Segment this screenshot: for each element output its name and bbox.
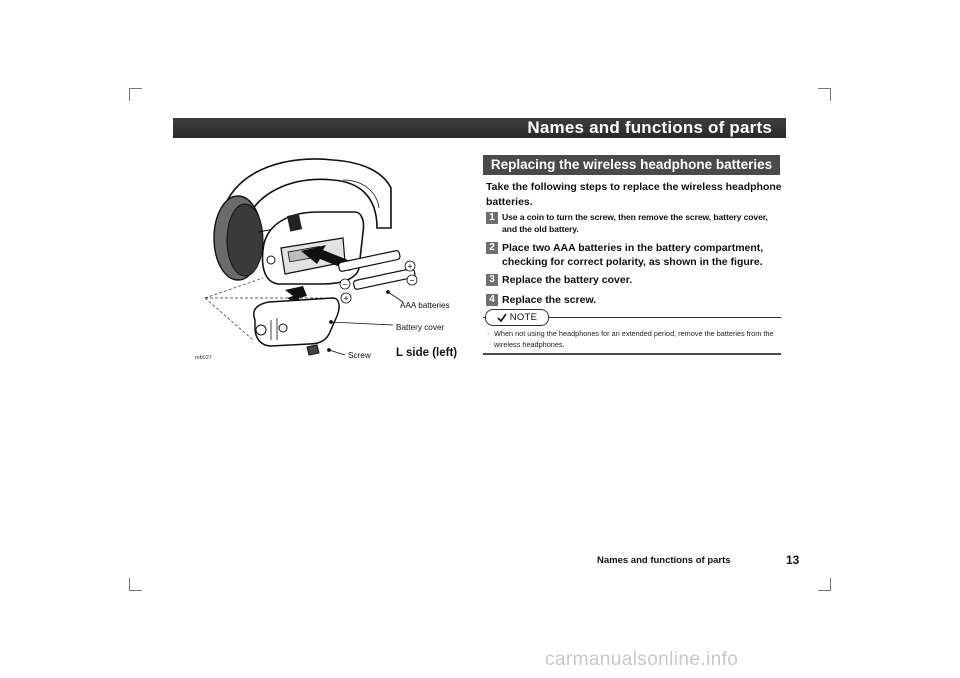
- step-number: 4: [486, 294, 498, 306]
- watermark: carmanualsonline.info: [545, 649, 739, 670]
- step-text: Replace the screw.: [502, 294, 597, 306]
- step-text: Replace the battery cover.: [502, 274, 633, 286]
- crop-mark-top-left: [129, 88, 142, 101]
- side-label: L side (left): [396, 347, 458, 359]
- page-header-bar: [173, 118, 786, 138]
- step-number: 2: [486, 242, 498, 254]
- label-screw: Screw: [348, 351, 371, 360]
- battery-replacement-illustration: [193, 150, 463, 365]
- crop-mark-top-right: [818, 88, 831, 101]
- crop-mark-bottom-left: [129, 578, 142, 591]
- page-title: Names and functions of parts: [527, 118, 772, 137]
- figure-code: mb027: [195, 355, 212, 361]
- note-body: When not using the headphones for an extended period, remove the batteries from the wireless headphones.: [494, 329, 774, 349]
- crop-mark-bottom-right: [818, 578, 831, 591]
- footer-section-label: Names and functions of parts: [597, 555, 731, 566]
- svg-text:−: −: [342, 279, 348, 290]
- svg-text:+: +: [407, 261, 413, 272]
- note-text: [487, 328, 777, 350]
- note-end-rule: [483, 353, 781, 355]
- step-number: 1: [486, 212, 498, 224]
- page-number: 13: [786, 553, 800, 567]
- section-title: Replacing the wireless headphone batteries: [483, 155, 780, 175]
- label-aaa-batteries: AAA batteries: [400, 301, 450, 310]
- note-badge: [485, 309, 549, 326]
- label-battery-cover: Battery cover: [396, 323, 445, 332]
- svg-text:+: +: [343, 293, 349, 304]
- battery-cover: [254, 298, 339, 346]
- intro-text: Take the following steps to replace the wireless headphone batteries.: [486, 181, 782, 208]
- note-bullet: ·: [487, 329, 490, 338]
- screw: [307, 345, 319, 355]
- step-number: 3: [486, 274, 498, 286]
- note-label: NOTE: [509, 312, 538, 323]
- step-3: [486, 273, 782, 287]
- step-4: [486, 293, 782, 307]
- step-1: [486, 211, 782, 235]
- step-text: Place two AAA batteries in the battery compartment, checking for correct polarity, as shown in the figure.: [502, 242, 764, 268]
- svg-text:−: −: [409, 275, 415, 286]
- checkmark-icon: [497, 313, 507, 323]
- step-2: [486, 241, 782, 269]
- step-text: Use a coin to turn the screw, then remove the screw, battery cover, and the old battery.: [502, 212, 768, 234]
